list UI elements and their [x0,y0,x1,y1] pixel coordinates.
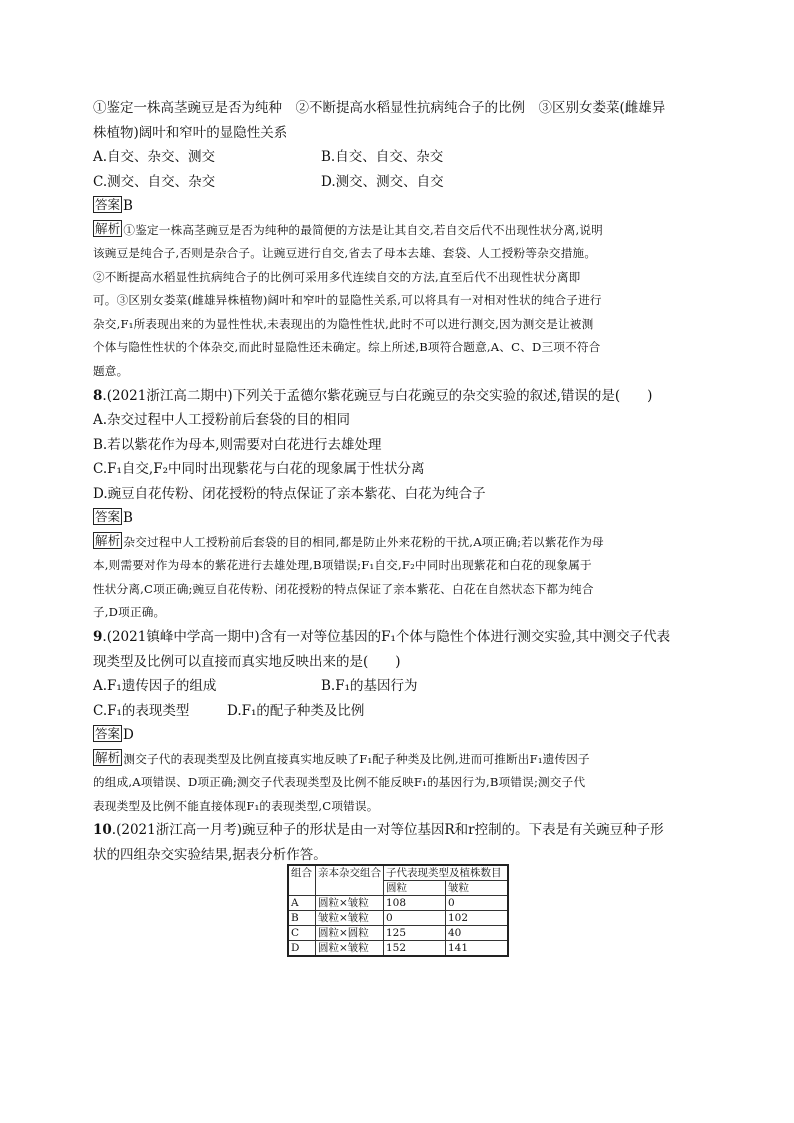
q7-stem-line2: 株植物)阔叶和窄叶的显隐性关系 [93,124,288,141]
explanation-line: 性状分离,C项正确;豌豆自花传粉、闭花授粉的特点保证了亲本紫花、白花在自然状态下都为纯合 [93,581,594,596]
cell-wrinkled: 40 [446,926,509,941]
answer-badge: 答案 [95,197,121,212]
cell-wrinkled: 141 [446,941,509,957]
explanation-badge: 解析 [95,749,121,765]
explanation-line: 该豌豆是纯合子,否则是杂合子。让豌豆进行自交,省去了母本去雄、套袋、人工授粉等杂交措施。 [93,246,597,261]
document-body [93,96,705,867]
answer-value: D [123,727,134,744]
cell-cross: 圆粒×皱粒 [316,941,384,957]
q9-answer [93,723,705,748]
explanation-line: 测交子代的表现类型及比例直接真实地反映了F₁配子种类及比例,进而可推断出F₁遗传因子 [123,751,590,766]
explanation-line: 杂交过程中人工授粉前后套袋的目的相同,都是防止外来花粉的干扰,A项正确;若以紫花作为母 [123,534,604,549]
q9-stem [93,625,705,650]
cell-group: C [288,926,316,941]
cell-group: D [288,941,316,957]
q8-option-d: D.豌豆自花传粉、闭花授粉的特点保证了亲本紫花、白花为纯合子 [93,485,486,502]
explanation-line: 杂交,F₁所表现出来的为显性性状,未表现出的为隐性性状,此时不可以进行测交,因为测交是让被测 [93,316,594,331]
q7-explanation [93,219,705,384]
header-offspring: 子代表现类型及植株数目 [384,865,509,881]
table-row [288,896,508,911]
header-wrinkled: 皱粒 [446,881,509,896]
table-row [288,926,508,941]
explanation-line: ②不断提高水稻显性抗病纯合子的比例可采用多代连续自交的方法,直至后代不出现性状分离即 [93,269,581,284]
cross-results-table [287,864,509,957]
explanation-line: 个体与隐性性状的个体杂交,而此时显隐性还未确定。综上所述,B项符合题意,A、C、D三项不符合 [93,340,601,355]
cell-group: A [288,896,316,911]
answer-value: B [123,510,133,527]
cell-cross: 圆粒×皱粒 [316,896,384,911]
q9-option-d: D.F₁的配子种类及比例 [227,702,365,719]
explanation-line: 表现类型及比例不能直接体现F₁的表现类型,C项错误。 [93,798,379,813]
q7-stem-line1: ①鉴定一株高茎豌豆是否为纯种 ②不断提高水稻显性抗病纯合子的比例 ③区别女娄菜(雌雄异 [93,100,666,116]
table-row [288,911,508,926]
explanation-badge: 解析 [95,220,121,236]
explanation-line: 题意。 [93,364,129,379]
explanation-badge: 解析 [95,532,121,548]
explanation-line: 本,则需要对作为母本的紫花进行去雄处理,B项错误;F₁自交,F₂中同时出现紫花和白花的现象属于 [93,558,592,573]
q9-explanation [93,748,705,819]
cell-round: 125 [384,926,446,941]
q8-option-b: B.若以紫花作为母本,则需要对白花进行去雄处理 [93,436,382,453]
explanation-line: ①鉴定一株高茎豌豆是否为纯种的最简便的方法是让其自交,若自交后代不出现性状分离,说明 [123,222,603,237]
q7-option-d: D.测交、测交、自交 [321,173,444,190]
q9-stem-line2: 现类型及比例可以直接而真实地反映出来的是( ) [93,653,401,670]
header-group: 组合 [288,865,316,896]
q9-options-row1 [93,674,705,699]
table-header-row [288,865,508,881]
q8-stem [93,384,705,409]
cell-wrinkled: 102 [446,911,509,926]
explanation-line: 子,D项正确。 [93,605,166,620]
q7-answer [93,194,705,219]
q10-stem [93,818,705,843]
cell-round: 152 [384,941,446,957]
cell-cross: 皱粒×皱粒 [316,911,384,926]
explanation-line: 可。③区别女娄菜(雌雄异株植物)阔叶和窄叶的显隐性关系,可以将具有一对相对性状的纯合子进行 [93,293,602,308]
q9-option-a: A.F₁遗传因子的组成 [93,678,217,695]
question-text: .(2021浙江高二期中)下列关于孟德尔紫花豌豆与白花豌豆的杂交实验的叙述,错误的是( ) [102,387,653,404]
header-parents: 亲本杂交组合 [316,865,384,896]
q8-explanation [93,531,705,625]
question-number: 8 [93,387,103,404]
q9-option-b: B.F₁的基因行为 [321,678,418,695]
answer-badge: 答案 [95,509,121,525]
question-number: 10 [93,822,112,839]
answer-badge: 答案 [95,726,121,742]
q9-options-row2 [93,699,705,724]
cell-cross: 圆粒×圆粒 [316,926,384,941]
answer-value: B [123,198,133,214]
q7-options-row2 [93,170,705,195]
explanation-line: 的组成,A项错误、D项正确;测交子代表现类型及比例不能反映F₁的基因行为,B项错误;测交子代 [93,775,586,790]
q10-stem-line2: 状的四组杂交实验结果,据表分析作答。 [93,846,327,863]
q8-option-a: A.杂交过程中人工授粉前后套袋的目的相同 [93,412,351,429]
q8-option-c: C.F₁自交,F₂中同时出现紫花与白花的现象属于性状分离 [93,461,425,478]
q7-option-c: C.测交、自交、杂交 [93,173,216,190]
cell-group: B [288,911,316,926]
header-round: 圆粒 [384,881,446,896]
cell-round: 0 [384,911,446,926]
cell-round: 108 [384,896,446,911]
q9-option-c: C.F₁的表现类型 [93,702,190,719]
question-text: .(2021浙江高一月考)豌豆种子的形状是由一对等位基因R和r控制的。下表是有关豌豆种子形 [111,822,664,839]
table-row [288,941,508,957]
q7-options-row1 [93,145,705,170]
question-text: .(2021镇峰中学高一期中)含有一对等位基因的F₁个体与隐性个体进行测交实验,其中测交子代表 [102,629,671,646]
cell-wrinkled: 0 [446,896,509,911]
q8-answer [93,506,705,531]
q7-option-b: B.自交、自交、杂交 [321,149,444,165]
question-number: 9 [93,629,103,646]
q7-option-a: A.自交、杂交、测交 [93,149,216,165]
